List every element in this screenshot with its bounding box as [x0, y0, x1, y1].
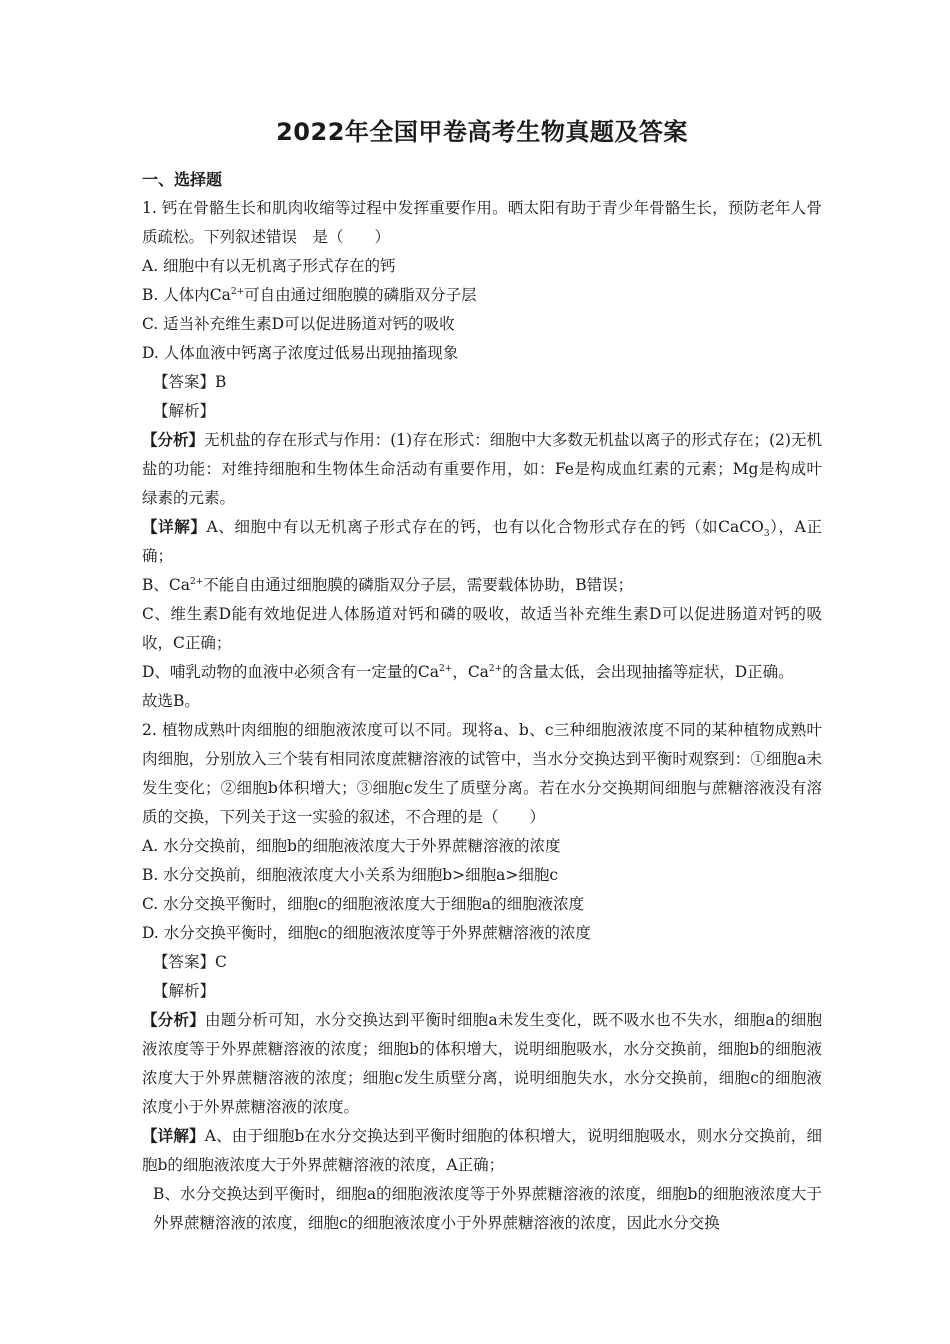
- q1-detail-c: C、维生素D能有效地促进人体肠道对钙和磷的吸收，故适当补充维生素D可以促进肠道对钙的吸收，C正确；: [142, 605, 822, 652]
- q2-analysis-text: 由题分析可知，水分交换达到平衡时细胞a未发生变化，既不吸水也不失水，细胞a的细胞液浓度等于外界蔗糖溶液的浓度；细胞b的体积增大，说明细胞吸水，水分交换前，细胞b的细胞液浓度大于外界蔗糖溶液的浓度；细胞c发生质壁分离，说明细胞失水，水分交换前，细胞c的细胞液浓度小于外界蔗糖溶液的浓度。: [142, 1011, 822, 1116]
- q2-answer: 【答案】C: [153, 953, 227, 971]
- q1-detail-a-sub: 3: [763, 529, 770, 540]
- section-heading: 一、选择题: [142, 170, 223, 189]
- q2-jiexi: 【解析】: [153, 982, 216, 1000]
- q1-option-b-post: 可自由通过细胞膜的磷脂双分子层: [244, 286, 477, 304]
- q1-analysis-text: 无机盐的存在形式与作用：(1)存在形式：细胞中大多数无机盐以离子的形式存在；(2)无机盐的功能：对维持细胞和生物体生命活动有重要作用，如：Fe是构成血红素的元素；Mg是构成叶绿素的元素。: [142, 431, 822, 507]
- q1-option-b-pre: B. 人体内Ca: [142, 286, 231, 304]
- q1-detail-a: [142, 513, 822, 571]
- q2-option-d: D. 水分交换平衡时，细胞c的细胞液浓度等于外界蔗糖溶液的浓度: [142, 924, 591, 942]
- q2-analysis-lead: 【分析】: [142, 1011, 205, 1029]
- q1-detail-d-post: 的含量太低，会出现抽搐等症状，D正确。: [502, 663, 794, 681]
- q2-detail-b: B、水分交换达到平衡时，细胞a的细胞液浓度等于外界蔗糖溶液的浓度，细胞b的细胞液浓度大于外界蔗糖溶液的浓度，细胞c的细胞液浓度小于外界蔗糖溶液的浓度，因此水分交换: [153, 1185, 822, 1232]
- q1-analysis-lead: 【分析】: [142, 431, 205, 449]
- q1-detail-d-sup1: 2+: [439, 663, 453, 674]
- q1-detail-d-sup2: 2+: [488, 663, 503, 674]
- q1-detail-b-post: 不能自由通过细胞膜的磷脂双分子层，需要载体协助，B错误；: [203, 576, 634, 594]
- document-title: 2022年全国甲卷高考生物真题及答案: [276, 118, 688, 146]
- q1-detail-a-post: ），A正确；: [142, 518, 822, 565]
- q2-option-c: C. 水分交换平衡时，细胞c的细胞液浓度大于细胞a的细胞液浓度: [142, 895, 585, 913]
- q1-option-d: D. 人体血液中钙离子浓度过低易出现抽搐现象: [142, 344, 459, 362]
- q1-option-b: [142, 281, 822, 310]
- q1-answer: 【答案】B: [153, 373, 227, 391]
- q1-detail-b: [142, 571, 822, 600]
- q1-conclusion: 故选B。: [142, 692, 200, 710]
- q1-detail-d: [142, 658, 822, 687]
- q1-stem: 1. 钙在骨骼生长和肌肉收缩等过程中发挥重要作用。晒太阳有助于青少年骨骼生长，预防老年人骨质疏松。下列叙述错误 是（ ）: [142, 199, 822, 246]
- q1-detail-a-pre: A、细胞中有以无机离子形式存在的钙，也有以化合物形式存在的钙（如CaCO: [206, 518, 764, 536]
- q1-detail-b-pre: B、Ca: [142, 576, 190, 594]
- q2-detail-a-text: A、由于细胞b在水分交换达到平衡时细胞的体积增大，说明细胞吸水，则水分交换前，细胞b的细胞液浓度大于外界蔗糖溶液的浓度，A正确；: [142, 1127, 822, 1174]
- q1-detail-d-mid: ，Ca: [452, 663, 489, 681]
- q1-option-c: C. 适当补充维生素D可以促进肠道对钙的吸收: [142, 315, 455, 333]
- q1-analysis: [142, 426, 822, 513]
- q2-option-a: A. 水分交换前，细胞b的细胞液浓度大于外界蔗糖溶液的浓度: [142, 837, 561, 855]
- q2-analysis: [142, 1006, 822, 1122]
- q2-detail-a: [142, 1122, 822, 1180]
- q2-stem: 2. 植物成熟叶肉细胞的细胞液浓度可以不同。现将a、b、c三种细胞液浓度不同的某种植物成熟叶肉细胞，分别放入三个装有相同浓度蔗糖溶液的试管中，当水分交换达到平衡时观察到：①细胞a未发生变化；②细胞b体积增大；③细胞c发生了质壁分离。若在水分交换期间细胞与蔗糖溶液没有溶质的交换，下列关于这一实验的叙述，不合理的是（ ）: [142, 721, 822, 826]
- q1-detail-d-pre: D、哺乳动物的血液中必须含有一定量的Ca: [142, 663, 440, 681]
- q1-option-a: A. 细胞中有以无机离子形式存在的钙: [142, 257, 396, 275]
- q1-option-b-sup: 2+: [230, 286, 245, 297]
- q1-jiexi: 【解析】: [153, 402, 216, 420]
- q1-detail-lead: 【详解】: [142, 518, 207, 536]
- q2-detail-lead: 【详解】: [142, 1127, 205, 1145]
- q1-detail-b-sup: 2+: [190, 576, 204, 587]
- q2-option-b: B. 水分交换前，细胞液浓度大小关系为细胞b>细胞a>细胞c: [142, 866, 559, 884]
